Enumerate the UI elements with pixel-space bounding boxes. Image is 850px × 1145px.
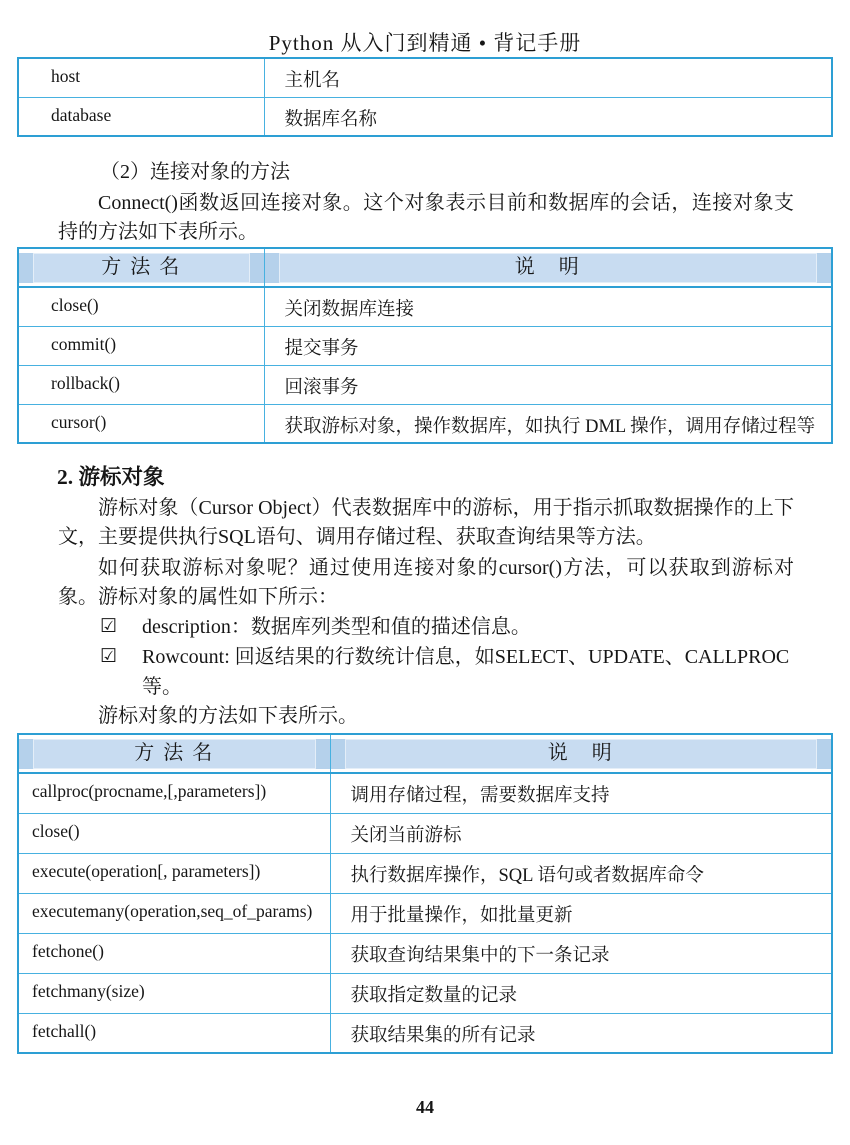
description-cell: 提交事务 bbox=[264, 326, 832, 365]
table-row bbox=[18, 58, 832, 97]
description-cell: 执行数据库操作，SQL 语句或者数据库命令 bbox=[330, 853, 832, 893]
table-row bbox=[18, 365, 832, 404]
description-cell: 关闭当前游标 bbox=[330, 813, 832, 853]
connection-params-table bbox=[17, 57, 833, 137]
description-cell: 获取游标对象，操作数据库，如执行 DML 操作，调用存储过程等 bbox=[264, 404, 832, 443]
description-column-header bbox=[264, 248, 832, 287]
bullet-text-line1: Rowcount: 回返结果的行数统计信息，如SELECT、UPDATE、CALLPROC bbox=[142, 646, 790, 668]
cursor-paragraph-3: 游标对象的方法如下表所示。 bbox=[98, 705, 358, 727]
method-cell: cursor() bbox=[18, 404, 264, 443]
list-item bbox=[100, 612, 790, 642]
table-row bbox=[18, 1013, 832, 1053]
table-row bbox=[18, 773, 832, 813]
table-row bbox=[18, 973, 832, 1013]
cursor-paragraph-1: 游标对象（Cursor Object）代表数据库中的游标，用于指示抓取数据操作的上下文，主要提供执行SQL语句、调用存储过程、获取查询结果等方法。 bbox=[58, 497, 794, 548]
table-row bbox=[18, 404, 832, 443]
table-row bbox=[18, 287, 832, 326]
method-cell: callproc(procname,[,parameters]) bbox=[18, 773, 330, 813]
table-row bbox=[18, 933, 832, 973]
header-fill bbox=[331, 739, 832, 769]
header-label: 说 明 bbox=[279, 253, 818, 283]
connection-methods-table bbox=[17, 247, 833, 444]
header-label: 方 法 名 bbox=[33, 253, 250, 283]
table-row bbox=[18, 813, 832, 853]
description-cell: 获取结果集的所有记录 bbox=[330, 1013, 832, 1053]
bullet-text bbox=[142, 642, 790, 702]
table-row bbox=[18, 853, 832, 893]
method-cell: execute(operation[, parameters]) bbox=[18, 853, 330, 893]
method-cell: fetchall() bbox=[18, 1013, 330, 1053]
description-cell: 关闭数据库连接 bbox=[264, 287, 832, 326]
page-title: Python 从入门到精通 • 背记手册 bbox=[268, 31, 582, 55]
description-cell: 调用存储过程，需要数据库支持 bbox=[330, 773, 832, 813]
header-fill bbox=[265, 253, 832, 283]
cursor-methods-table bbox=[17, 733, 833, 1054]
method-cell: rollback() bbox=[18, 365, 264, 404]
header-label: 方 法 名 bbox=[33, 739, 316, 769]
checked-checkbox-icon: ☑ bbox=[100, 646, 118, 667]
list-item bbox=[100, 642, 790, 702]
checked-checkbox-icon: ☑ bbox=[100, 616, 118, 637]
method-cell: close() bbox=[18, 813, 330, 853]
connect-methods-paragraph: Connect()函数返回连接对象。这个对象表示目前和数据库的会话，连接对象支持的方法如下表所示。 bbox=[58, 192, 794, 243]
cursor-paragraph-2: 如何获取游标对象呢？通过使用连接对象的cursor()方法，可以获取到游标对象。游标对象的属性如下所示： bbox=[58, 557, 794, 608]
description-cell: 用于批量操作，如批量更新 bbox=[330, 893, 832, 933]
connect-methods-subheading: （2）连接对象的方法 bbox=[100, 161, 290, 183]
table-row bbox=[18, 97, 832, 136]
bullet-text: description：数据库列类型和值的描述信息。 bbox=[142, 616, 531, 638]
method-cell: executemany(operation,seq_of_params) bbox=[18, 893, 330, 933]
param-name-cell: database bbox=[18, 97, 264, 136]
table-header-row bbox=[18, 734, 832, 773]
param-name-cell: host bbox=[18, 58, 264, 97]
header-fill bbox=[19, 739, 330, 769]
header-fill bbox=[19, 253, 264, 283]
header-label: 说 明 bbox=[345, 739, 818, 769]
table-row bbox=[18, 326, 832, 365]
method-column-header bbox=[18, 734, 330, 773]
param-desc-cell: 数据库名称 bbox=[264, 97, 832, 136]
description-cell: 获取查询结果集中的下一条记录 bbox=[330, 933, 832, 973]
table-row bbox=[18, 893, 832, 933]
cursor-object-heading: 2. 游标对象 bbox=[57, 465, 165, 489]
page-number: 44 bbox=[416, 1097, 434, 1117]
description-cell: 回滚事务 bbox=[264, 365, 832, 404]
method-cell: fetchone() bbox=[18, 933, 330, 973]
param-desc-cell: 主机名 bbox=[264, 58, 832, 97]
method-cell: commit() bbox=[18, 326, 264, 365]
table-header-row bbox=[18, 248, 832, 287]
description-cell: 获取指定数量的记录 bbox=[330, 973, 832, 1013]
method-cell: fetchmany(size) bbox=[18, 973, 330, 1013]
method-column-header bbox=[18, 248, 264, 287]
method-cell: close() bbox=[18, 287, 264, 326]
bullet-text-line2: 等。 bbox=[142, 676, 182, 698]
description-column-header bbox=[330, 734, 832, 773]
